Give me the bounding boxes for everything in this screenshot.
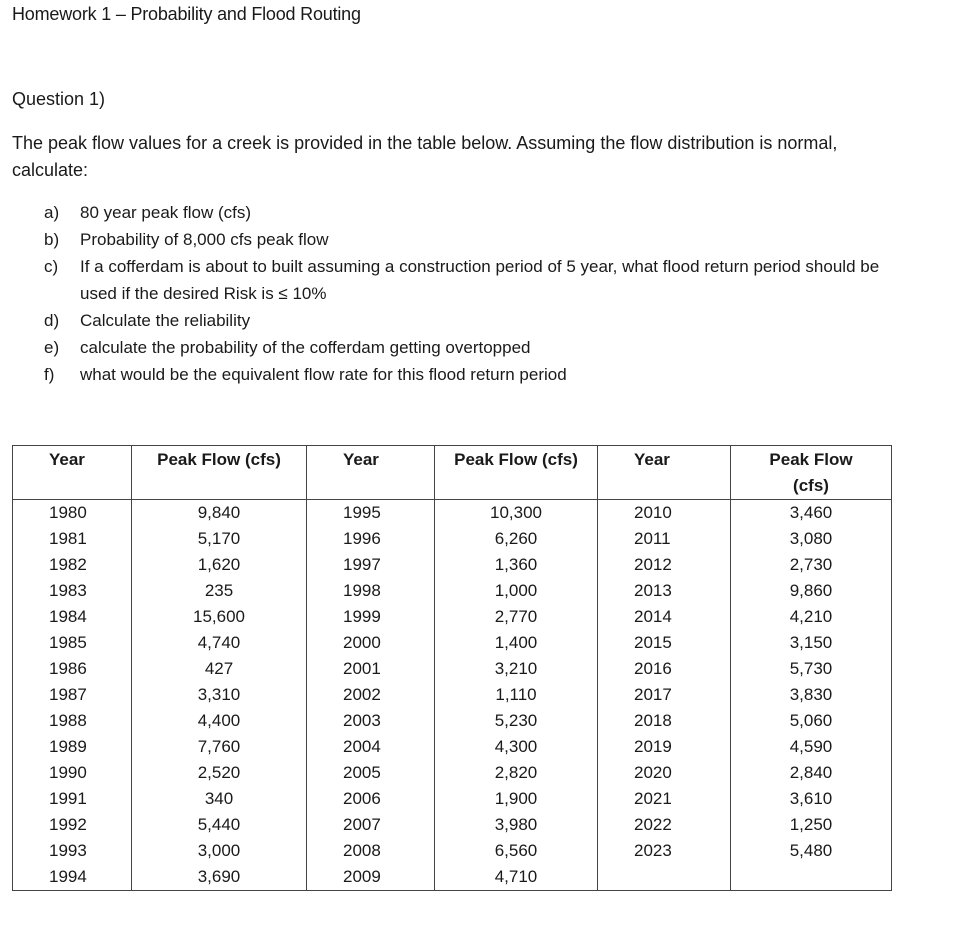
table-row [13,656,892,682]
peak-flow-cell [731,864,892,891]
peak-flow-cell: 3,000 [132,838,307,864]
year-cell: 2018 [598,708,731,734]
list-item [44,199,924,226]
peak-flow-cell: 3,080 [731,526,892,552]
table-row [13,708,892,734]
year-cell: 2021 [598,786,731,812]
peak-flow-cell: 4,210 [731,604,892,630]
list-item [44,361,924,388]
list-item [44,253,880,307]
peak-flow-cell: 4,300 [435,734,598,760]
year-cell: 1991 [13,786,132,812]
question-heading: Question 1) [12,89,106,109]
year-cell: 2020 [598,760,731,786]
table-row [13,630,892,656]
table-header-cell: Year [598,446,731,500]
table-row [13,526,892,552]
peak-flow-cell: 340 [132,786,307,812]
year-cell: 1984 [13,604,132,630]
table-row [13,604,892,630]
question-intro: The peak flow values for a creek is provided in the table below. Assuming the flow distribution is normal, calculate: [12,133,838,180]
table-row [13,838,892,864]
year-cell: 2006 [307,786,435,812]
table-row [13,734,892,760]
list-item-text: 80 year peak flow (cfs) [80,203,252,222]
table-header-cell: Year [13,446,132,500]
peak-flow-cell: 1,000 [435,578,598,604]
year-cell: 1995 [307,500,435,527]
table-row [13,864,892,891]
peak-flow-cell: 10,300 [435,500,598,527]
list-marker: b) [44,230,60,249]
list-marker: a) [44,203,60,222]
year-cell: 2023 [598,838,731,864]
year-cell: 1983 [13,578,132,604]
table-header-cell: Peak Flow (cfs) [731,446,892,500]
list-marker: f) [44,365,55,384]
peak-flow-cell: 1,900 [435,786,598,812]
year-cell: 2014 [598,604,731,630]
peak-flow-cell: 1,620 [132,552,307,578]
peak-flow-cell: 2,770 [435,604,598,630]
peak-flow-cell: 1,110 [435,682,598,708]
year-cell: 1993 [13,838,132,864]
year-cell: 2013 [598,578,731,604]
year-cell: 1988 [13,708,132,734]
year-cell: 1999 [307,604,435,630]
table-body [13,500,892,891]
list-item-text: calculate the probability of the cofferdam getting overtopped [80,338,531,357]
peak-flow-cell: 9,840 [132,500,307,527]
peak-flow-cell: 4,400 [132,708,307,734]
table-header-cell: Peak Flow (cfs) [435,446,598,500]
peak-flow-cell: 5,170 [132,526,307,552]
peak-flow-cell: 2,730 [731,552,892,578]
year-cell: 2008 [307,838,435,864]
year-cell: 2004 [307,734,435,760]
question-list [44,199,924,388]
year-cell: 1996 [307,526,435,552]
year-cell: 1980 [13,500,132,527]
peak-flow-cell: 3,830 [731,682,892,708]
peak-flow-cell: 3,690 [132,864,307,891]
peak-flow-cell: 4,710 [435,864,598,891]
year-cell: 2015 [598,630,731,656]
year-cell: 1986 [13,656,132,682]
list-item-text: Probability of 8,000 cfs peak flow [80,230,329,249]
year-cell: 1998 [307,578,435,604]
peak-flow-cell: 15,600 [132,604,307,630]
peak-flow-cell: 3,150 [731,630,892,656]
list-item-text: If a cofferdam is about to built assuming a construction period of 5 year, what flood return period should be used if the desired Risk is ≤ 10% [80,257,880,303]
year-cell: 1982 [13,552,132,578]
peak-flow-cell: 1,400 [435,630,598,656]
year-cell: 1997 [307,552,435,578]
peak-flow-cell: 6,260 [435,526,598,552]
year-cell: 1994 [13,864,132,891]
table-row [13,578,892,604]
peak-flow-cell: 1,250 [731,812,892,838]
peak-flow-cell: 2,520 [132,760,307,786]
table-header-cell: Peak Flow (cfs) [132,446,307,500]
year-cell: 2007 [307,812,435,838]
table-header-row [13,446,892,500]
year-cell: 2001 [307,656,435,682]
year-cell: 2011 [598,526,731,552]
peak-flow-cell: 7,760 [132,734,307,760]
peak-flow-cell: 235 [132,578,307,604]
peak-flow-cell: 3,310 [132,682,307,708]
peak-flow-cell: 3,980 [435,812,598,838]
table-row [13,500,892,527]
table-row [13,552,892,578]
peak-flow-cell: 6,560 [435,838,598,864]
peak-flow-cell: 3,460 [731,500,892,527]
year-cell: 2019 [598,734,731,760]
peak-flow-cell: 2,820 [435,760,598,786]
year-cell: 2016 [598,656,731,682]
year-cell: 2017 [598,682,731,708]
list-item [44,334,924,361]
year-cell: 2002 [307,682,435,708]
year-cell: 1981 [13,526,132,552]
peak-flow-table [12,445,892,891]
table-header-cell: Year [307,446,435,500]
list-marker: e) [44,338,60,357]
year-cell: 1987 [13,682,132,708]
list-marker: c) [44,257,59,276]
list-item [44,226,924,253]
year-cell [598,864,731,891]
year-cell: 1992 [13,812,132,838]
year-cell: 2022 [598,812,731,838]
peak-flow-cell: 4,590 [731,734,892,760]
peak-flow-cell: 4,740 [132,630,307,656]
table-row [13,786,892,812]
list-item [44,307,924,334]
table-row [13,760,892,786]
peak-flow-cell: 1,360 [435,552,598,578]
table-row [13,812,892,838]
document-title: Homework 1 – Probability and Flood Routing [12,4,361,24]
peak-flow-cell: 5,230 [435,708,598,734]
year-cell: 2010 [598,500,731,527]
year-cell: 2000 [307,630,435,656]
peak-flow-cell: 9,860 [731,578,892,604]
year-cell: 2009 [307,864,435,891]
list-item-text: what would be the equivalent flow rate for this flood return period [80,365,567,384]
peak-flow-cell: 5,060 [731,708,892,734]
year-cell: 1985 [13,630,132,656]
year-cell: 1990 [13,760,132,786]
list-item-text: Calculate the reliability [80,311,251,330]
year-cell: 2003 [307,708,435,734]
peak-flow-cell: 427 [132,656,307,682]
peak-flow-cell: 3,210 [435,656,598,682]
table-row [13,682,892,708]
peak-flow-cell: 5,730 [731,656,892,682]
peak-flow-cell: 5,440 [132,812,307,838]
year-cell: 2012 [598,552,731,578]
year-cell: 1989 [13,734,132,760]
year-cell: 2005 [307,760,435,786]
list-marker: d) [44,311,60,330]
peak-flow-cell: 3,610 [731,786,892,812]
peak-flow-cell: 2,840 [731,760,892,786]
peak-flow-cell: 5,480 [731,838,892,864]
